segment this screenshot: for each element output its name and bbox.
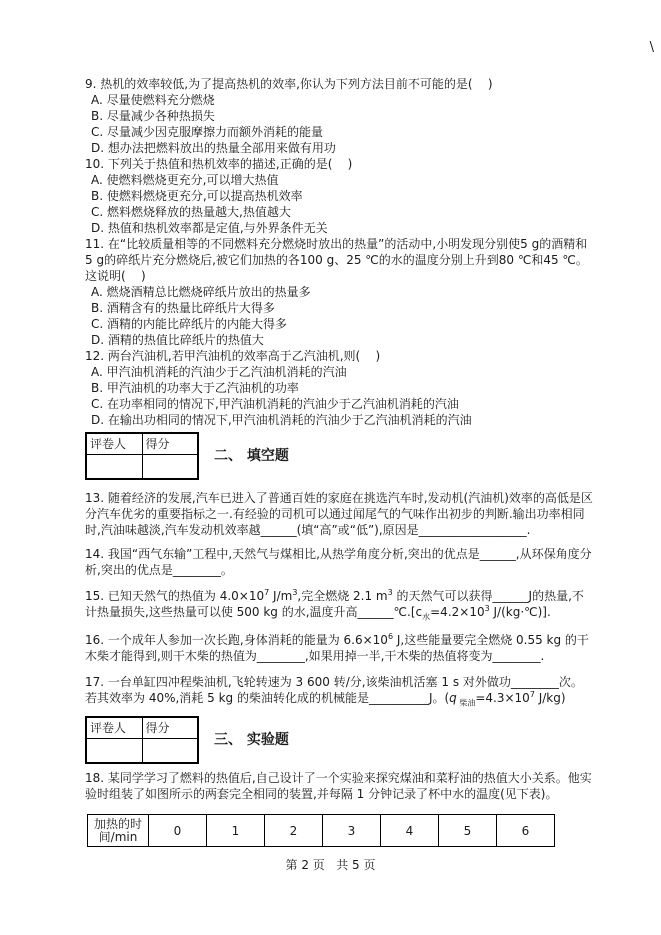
heating-time-value-cell: 3: [323, 815, 381, 847]
stray-mark: \: [649, 40, 654, 55]
question-10-option-c: C. 燃料燃烧释放的热量越大,热值越大: [91, 205, 291, 219]
question-11-option-c: C. 酒精的内能比碎纸片的内能大得多: [91, 317, 288, 331]
question-16: 16. 一个成年人参加一次长跑,身体消耗的能量为 $6.6\times 10^6$ J,这些能量要完全燃烧 0.55 kg 的干木柴才能得到,则干木柴的热值为________,如果用掉一半,干木柴的热值将变为________.: [85, 632, 589, 663]
question-18: 18. 某同学学习了燃料的热值后,自己设计了一个实验来探究煤油和菜籽油的热值大小关系。他实验时组装了如图所示的两套完全相同的装置,并每隔 1 分钟记录了杯中水的温度(见下表)。: [85, 771, 592, 801]
question-9-option-c: C. 尽量减少因克服摩擦力而额外消耗的能量: [91, 125, 324, 139]
question-12-option-b: B. 甲汽油机的功率大于乙汽油机的功率: [91, 381, 299, 395]
question-11-option-b: B. 酒精含有的热量比碎纸片大得多: [91, 301, 275, 315]
question-11: [85, 236, 594, 348]
question-11-option-d: D. 酒精的热值比碎纸片的热值大: [91, 333, 264, 347]
heating-time-header-cell: 加热的时间/min: [88, 815, 149, 847]
grader-score-box-2: [85, 716, 199, 764]
question-12: [85, 348, 594, 428]
heating-time-row: [88, 815, 555, 847]
question-9-option-d: D. 想办法把燃料放出的热量全部用来做有用功: [91, 141, 336, 155]
section-experiment-header: [85, 716, 594, 764]
question-10-option-a: A. 使燃料燃烧更充分,可以增大热值: [91, 173, 279, 187]
question-12-stem: 12. 两台汽油机,若甲汽油机的效率高于乙汽油机,则( ): [85, 349, 381, 363]
question-10: [85, 156, 594, 236]
question-11-option-a: A. 燃烧酒精总比燃烧碎纸片放出的热量多: [91, 285, 311, 299]
grader-value-cell: [86, 738, 142, 763]
question-12-option-c: C. 在功率相同的情况下,甲汽油机消耗的汽油少于乙汽油机消耗的汽油: [91, 397, 459, 411]
heating-time-table: [87, 814, 555, 847]
page-footer: 第 2 页 共 5 页: [285, 858, 376, 872]
heating-time-value-cell: 5: [439, 815, 497, 847]
question-10-option-d: D. 热值和热机效率都是定值,与外界条件无关: [91, 221, 328, 235]
section-fill-blank-header: [85, 432, 594, 480]
heating-time-value-cell: 0: [149, 815, 207, 847]
section-title-experiment: 三、 实验题: [214, 732, 289, 748]
question-11-stem: 11. 在“比较质量相等的不同燃料充分燃烧时放出的热量”的活动中,小明发现分别使5 g的酒精和5 g的碎纸片充分燃烧后,被它们加热的各100 g、25 ℃的水的温度分别上升到80 ℃和45 ℃。这说明( ): [85, 237, 588, 283]
question-9-stem: 9. 热机的效率较低,为了提高热机的效率,你认为下列方法目前不可能的是( ): [85, 77, 493, 91]
question-17: 17. 一台单缸四冲程柴油机,飞轮转速为 3 600 转/分,该柴油机活塞 1 s 对外做功________次。若其效率为 40%,消耗 5 kg 的柴油转化成的机械能是__________J。(q $_{柴油}=4.3\times 10^7$ J/kg): [85, 675, 583, 708]
question-12-option-d: D. 在输出功相同的情况下,甲汽油机消耗的汽油少于乙汽油机消耗的汽油: [91, 413, 472, 427]
score-value-cell: [142, 454, 198, 479]
grader-label-cell: 评卷人: [86, 717, 142, 738]
section-title-fill-blank: 二、 填空题: [214, 448, 289, 464]
question-15: 15. 已知天然气的热值为 $4.0\times 10^7$ $J/m^3$,完全燃烧 2.1 $m^3$ 的天然气可以获得______J的热量,不计热量损失,这些热量可以使 500 kg 的水,温度升高$\_\_\_\_\_\_℃.[c_水=4.2\times 10^3$ J/(kg·℃)].: [85, 588, 584, 622]
grader-value-cell: [86, 454, 142, 479]
grader-label-cell: 评卷人: [86, 433, 142, 454]
heating-time-value-cell: 1: [207, 815, 265, 847]
question-12-option-a: A. 甲汽油机消耗的汽油少于乙汽油机消耗的汽油: [91, 365, 347, 379]
question-14: 14. 我国“西气东输”工程中,天然气与煤相比,从热学角度分析,突出的优点是______,从环保角度分析,突出的优点是________。: [85, 547, 592, 577]
question-9-option-b: B. 尽量减少各种热损失: [91, 109, 215, 123]
question-13: 13. 随着经济的发展,汽车已进入了普通百姓的家庭在挑选汽车时,发动机(汽油机)效率的高低是区分汽车优劣的重要指标之一.有经验的司机可以通过闻尾气的气味作出初步的判断.输出功率相同时,汽油味越淡,汽车发动机效率越______(填“高”或“低”),原因是__________________.: [85, 491, 593, 537]
question-9-option-a: A. 尽量使燃料充分燃烧: [91, 93, 215, 107]
exam-page-content: [85, 76, 594, 847]
question-10-stem: 10. 下列关于热值和热机效率的描述,正确的是( ): [85, 157, 353, 171]
score-value-cell: [142, 738, 198, 763]
heating-time-value-cell: 2: [265, 815, 323, 847]
question-10-option-b: B. 使燃料燃烧更充分,可以提高热机效率: [91, 189, 303, 203]
score-label-cell: 得分: [142, 433, 198, 454]
question-9: [85, 76, 594, 156]
heating-time-value-cell: 4: [381, 815, 439, 847]
grader-score-box-1: [85, 432, 199, 480]
heating-time-value-cell: 6: [497, 815, 555, 847]
score-label-cell: 得分: [142, 717, 198, 738]
